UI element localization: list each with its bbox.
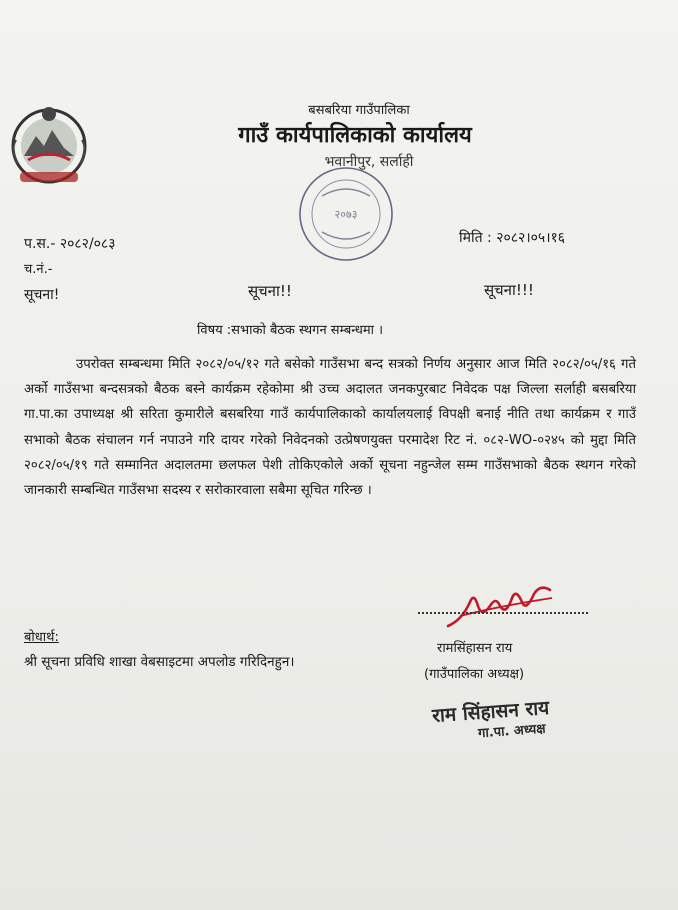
notice-label-3: सूचना!!! [484,281,534,299]
notice-body: उपरोक्त सम्बन्धमा मिति २०८२/०५/१२ गते बसेको गाउँसभा बन्द सत्रको निर्णय अनुसार आज मिति २०८२/०५/१६ गते अर्को गाउँसभा बन्दसत्रको बैठक बस्ने कार्यक्रम रहेकोमा श्री उच्च अदालत जनकपुरबाट निवेदक पक्ष जिल्ला सर्लाही बसबरिया गा.पा.का उपाध्यक्ष श्री सरिता कुमारीले बसबरिया गाउँ कार्यपालिकाको कार्यालयलाई विपक्षी बनाई नीति तथा कार्यक्रम र गाउँ सभाको बैठक संचालन गर्न नपाउने गरि दायर गरेको निवेदनको उत्प्रेषणयुक्त परमादेश रिट नं. ०८२-WO-०२४५ को मुद्दा मिति २०८२/०५/१९ गते सम्मानित अदालतमा छलफल पेशी तोकिएकोले अर्को सूचना नहुन्जेल सम्म गाउँसभाको बैठक स्थगन गरेको जानकारी सम्बन्धित गाउँसभा सदस्य र सरोकारवाला सबैमा सूचित गरिन्छ । [24,357,636,499]
office-seal-icon [292,162,400,266]
title-stamp: गा.पा. अध्यक्ष [477,721,547,742]
municipality-name: बसबरिया गाउँपालिका [308,103,410,118]
dispatch-number: च.नं.- [24,262,53,277]
signatory-name: रामसिंहासन राय [437,641,513,656]
office-title: गाउँ कार्यपालिकाको कार्यालय [238,123,472,148]
signature-icon [440,576,560,636]
cc-label: बोधार्थ: [24,630,59,645]
svg-text:२०७३: २०७३ [334,208,358,221]
signatory-title: (गाउँपालिका अध्यक्ष) [424,667,525,682]
issue-date: मिति : २०८२।०५।१६ [459,230,566,246]
office-address: भवानीपुर, सर्लाही [324,154,414,170]
name-stamp: राम सिंहासन राय [431,696,550,728]
notice-label-1: सूचना! [24,287,60,303]
reference-number: प.स.- २०८२/०८३ [24,236,116,252]
signature-line [418,612,588,614]
cc-recipient: श्री सूचना प्रविधि शाखा वेबसाइटमा अपलोड गरिदिनहुन। [24,654,295,670]
notice-label-2: सूचना!! [248,282,292,300]
subject-line: विषय :सभाको बैठक स्थगन सम्बन्धमा । [197,323,384,338]
